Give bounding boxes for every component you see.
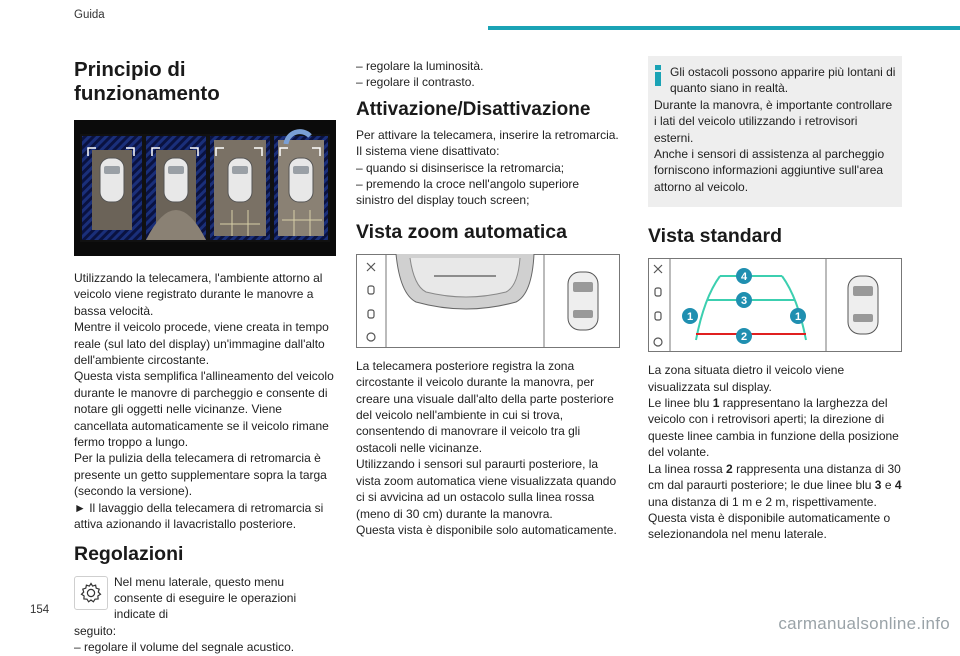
paragraph-standard-2: Le linee blu 1 rappresentano la larghezza del veicolo con i retrovisori aperti; la direzione di queste linee cambia in funzione della posizione del volante. <box>648 396 899 460</box>
paragraph-standard-4: Questa vista è disponibile automaticamente o selezionandola nel menu laterale. <box>648 510 891 542</box>
page-number: 154 <box>30 604 50 616</box>
callout-3: 3 <box>740 295 748 308</box>
regolazioni-item-contrasto: – regolare il contrasto. <box>356 75 475 90</box>
paragraph-standard-1: La zona situata dietro il veicolo viene visualizzata sul display. <box>648 363 845 394</box>
top-view-sequence-illustration <box>74 120 336 256</box>
figure-standard-view <box>648 258 902 352</box>
heading-attivazione: Attivazione/Disattivazione <box>356 98 591 120</box>
callout-1-right: 1 <box>794 311 802 324</box>
heading-vista-zoom: Vista zoom automatica <box>356 220 567 243</box>
regolazioni-item-luminosita: – regolare la luminosità. <box>356 59 484 73</box>
info-note-2: Durante la manovra, è importante controllare i lati del veicolo utilizzando i retrovisori esterni. <box>654 97 893 145</box>
paragraph-standard-3: La linea rossa 2 rappresenta una distanza di 30 cm dal paraurti posteriore; le due linee blu 3 e 4 una distanza di 1 m e 2 m, rispettivamente. <box>648 461 902 509</box>
figure-top-view-sequence <box>74 120 336 256</box>
paragraph-principio-1: Utilizzando la telecamera, l'ambiente attorno al veicolo viene registrato durante le manovre a bassa velocità. <box>74 271 323 318</box>
paragraph-principio-3: Questa vista semplifica l'allineamento del veicolo durante le manovre di parcheggio e consente di notare gli oggetti nelle vicinanze. Viene cancellata automaticamente se il veicolo rimane fermo troppo a lungo. <box>74 369 334 450</box>
standard-view-display-illustration <box>648 258 902 352</box>
paragraph-principio-4: Per la pulizia della telecamera di retromarcia è presente un getto supplementare sopra la targa (secondo la versione). <box>74 451 327 499</box>
paragraph-attiv-4: – premendo la croce nell'angolo superiore sinistro del display touch screen; <box>356 177 580 208</box>
paragraph-attiv-1: Per attivare la telecamera, inserire la retromarcia. <box>356 127 619 142</box>
heading-vista-standard: Vista standard <box>648 225 783 248</box>
watermark-text: carmanualsonline.info <box>778 614 950 633</box>
info-icon <box>654 65 662 87</box>
heading-principio: Principio di funzionamento <box>74 58 220 105</box>
paragraph-zoom-2: Utilizzando i sensori sul paraurti posteriore, la vista zoom automatica viene visualizzata quando ci si avvicina ad un ostacolo sulla linea rossa (meno di 30 cm) durante la manovra. <box>356 457 617 521</box>
regolazioni-lead: Nel menu laterale, questo menu consente di eseguire le operazioni indicate di <box>114 574 297 622</box>
running-header: Guida <box>74 9 105 21</box>
callout-2: 2 <box>740 331 748 344</box>
paragraph-attiv-3: – quando si disinserisce la retromarcia; <box>356 160 565 175</box>
paragraph-zoom-3: Questa vista è disponibile solo automaticamente. <box>356 522 617 537</box>
paragraph-attiv-2: Il sistema viene disattivato: <box>356 144 500 159</box>
zoom-view-display-illustration <box>356 254 620 348</box>
paragraph-zoom-1: La telecamera posteriore registra la zona circostante il veicolo durante la manovra, per creare una visuale dall'alto della parte posteriore del veicolo nell'ambiente in cui si trova, consentendo di manovrare il veicolo tra gli ostacoli nelle vicinanze. <box>356 358 614 455</box>
column-3 <box>648 50 902 543</box>
regolazioni-tail: seguito: <box>74 623 117 638</box>
info-note-1: Gli ostacoli possono apparire più lontani di quanto siano in realtà. <box>670 65 896 96</box>
regolazioni-intro <box>74 574 336 623</box>
heading-regolazioni: Regolazioni <box>74 542 184 565</box>
regolazioni-item-volume: – regolare il volume del segnale acustico. <box>74 640 295 655</box>
callout-1-left: 1 <box>686 311 694 324</box>
figure-zoom-view <box>356 254 620 348</box>
info-note-3: Anche i sensori di assistenza al parcheggio forniscono informazioni aggiuntive sull'area attorno al veicolo. <box>654 147 885 194</box>
paragraph-principio-2: Mentre il veicolo procede, viene creata in tempo reale (sul lato del display) un'immagine dall'alto dell'ambiente circostante. <box>74 320 329 368</box>
column-1 <box>74 50 336 656</box>
callout-4: 4 <box>740 271 748 284</box>
info-note-box <box>648 56 902 207</box>
column-2 <box>356 58 620 538</box>
paragraph-principio-5: ► Il lavaggio della telecamera di retromarcia si attiva azionando il lavacristallo posteriore. <box>74 500 324 532</box>
settings-gear-icon <box>74 576 108 610</box>
header-accent-bar <box>488 26 960 30</box>
